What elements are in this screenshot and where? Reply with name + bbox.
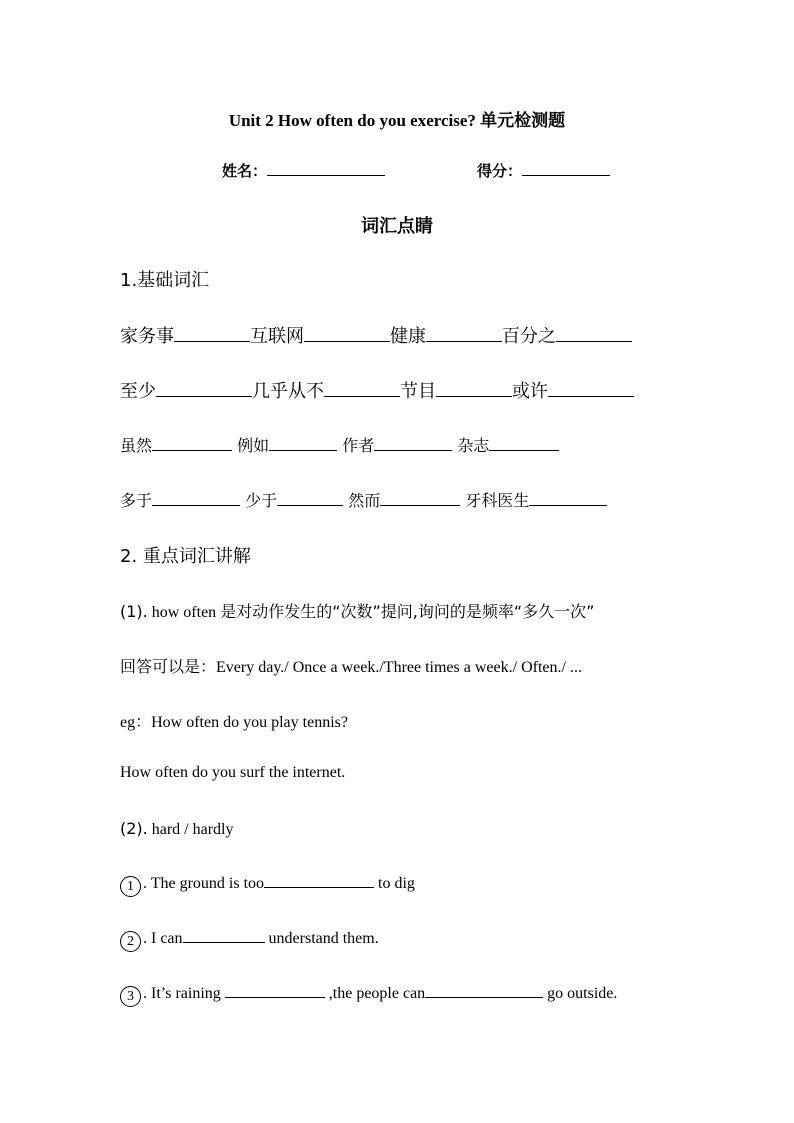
point-number: (2). bbox=[120, 819, 148, 838]
question-text: . I can bbox=[143, 930, 183, 947]
vocab-word: 至少 bbox=[120, 381, 156, 402]
vocab-word: 家务事 bbox=[120, 326, 174, 347]
score-field bbox=[477, 160, 610, 181]
vocab-blank[interactable] bbox=[324, 382, 400, 397]
vocab-word: 少于 bbox=[245, 491, 278, 510]
answer-blank[interactable] bbox=[425, 983, 543, 998]
question-2 bbox=[120, 928, 379, 952]
vocab-blank[interactable] bbox=[152, 491, 240, 506]
vocab-word: 互联网 bbox=[250, 326, 304, 347]
example-line-2: How often do you surf the internet. bbox=[120, 764, 346, 781]
answer-blank[interactable] bbox=[225, 983, 325, 998]
question-text: . The ground is too bbox=[143, 875, 265, 892]
vocab-row-2 bbox=[120, 377, 634, 403]
name-blank[interactable] bbox=[267, 161, 385, 176]
vocab-word: 节目 bbox=[400, 381, 436, 402]
vocab-heading: 1.基础词汇 bbox=[120, 270, 210, 291]
vocab-blank[interactable] bbox=[374, 436, 452, 451]
question-text: to dig bbox=[378, 875, 415, 892]
vocab-word: 百分之 bbox=[502, 326, 556, 347]
vocab-blank[interactable] bbox=[436, 382, 512, 397]
vocab-blank[interactable] bbox=[489, 436, 559, 451]
question-1 bbox=[120, 873, 415, 897]
vocab-blank[interactable] bbox=[548, 382, 634, 397]
answer-blank[interactable] bbox=[183, 928, 265, 943]
vocab-word: 然而 bbox=[348, 491, 381, 510]
point-explanation: 是对动作发生的“次数”提问,询问的是频率“多久一次” bbox=[220, 602, 595, 621]
vocab-blank[interactable] bbox=[277, 491, 343, 506]
vocab-row-3 bbox=[120, 433, 559, 456]
point-term: hard / hardly bbox=[151, 821, 234, 838]
score-label: 得分： bbox=[477, 162, 523, 180]
vocab-blank[interactable] bbox=[426, 327, 502, 342]
question-text: . It’s raining bbox=[143, 985, 221, 1002]
question-text: ,the people can bbox=[328, 985, 426, 1002]
vocab-blank[interactable] bbox=[269, 436, 337, 451]
answers-label: 回答可以是： bbox=[120, 657, 217, 676]
vocab-word: 作者 bbox=[342, 436, 375, 455]
vocab-word: 几乎从不 bbox=[252, 381, 324, 402]
vocab-word: 虽然 bbox=[120, 436, 153, 455]
answer-blank[interactable] bbox=[264, 873, 374, 888]
answers-line bbox=[120, 654, 582, 677]
vocab-blank[interactable] bbox=[152, 436, 232, 451]
example-label: eg： bbox=[120, 714, 152, 731]
vocab-word: 牙科医生 bbox=[465, 491, 530, 510]
page-title: Unit 2 How often do you exercise? 单元检测题 bbox=[228, 111, 566, 130]
vocab-word: 杂志 bbox=[457, 436, 490, 455]
vocab-row-1 bbox=[120, 322, 632, 348]
point-term: how often bbox=[151, 604, 217, 621]
vocab-blank[interactable] bbox=[304, 327, 390, 342]
vocab-blank[interactable] bbox=[529, 491, 607, 506]
question-number-circle: 2 bbox=[120, 931, 141, 952]
answers-text: Every day./ Once a week./Three times a week./ Often./ ... bbox=[216, 659, 582, 676]
vocab-word: 多于 bbox=[120, 491, 153, 510]
vocab-blank[interactable] bbox=[380, 491, 460, 506]
example-text: How often do you play tennis? bbox=[151, 714, 348, 731]
keywords-heading: 2. 重点词汇讲解 bbox=[120, 546, 251, 567]
vocab-word: 或许 bbox=[512, 381, 548, 402]
question-3 bbox=[120, 983, 617, 1007]
question-text: go outside. bbox=[547, 985, 618, 1002]
keyword-point-1 bbox=[120, 599, 594, 622]
name-label: 姓名： bbox=[222, 162, 268, 180]
question-number-circle: 3 bbox=[120, 986, 141, 1007]
name-field bbox=[222, 160, 385, 181]
vocab-blank[interactable] bbox=[174, 327, 250, 342]
question-number-circle: 1 bbox=[120, 876, 141, 897]
question-text: understand them. bbox=[268, 930, 379, 947]
vocab-row-4 bbox=[120, 488, 607, 511]
vocab-blank[interactable] bbox=[556, 327, 632, 342]
score-blank[interactable] bbox=[522, 161, 610, 176]
vocab-word: 健康 bbox=[390, 326, 426, 347]
vocab-blank[interactable] bbox=[156, 382, 252, 397]
example-line-1 bbox=[120, 709, 348, 732]
vocab-word: 例如 bbox=[237, 436, 270, 455]
section-title: 词汇点睛 bbox=[361, 216, 433, 237]
keyword-point-2 bbox=[120, 819, 234, 839]
point-number: (1). bbox=[120, 602, 148, 621]
